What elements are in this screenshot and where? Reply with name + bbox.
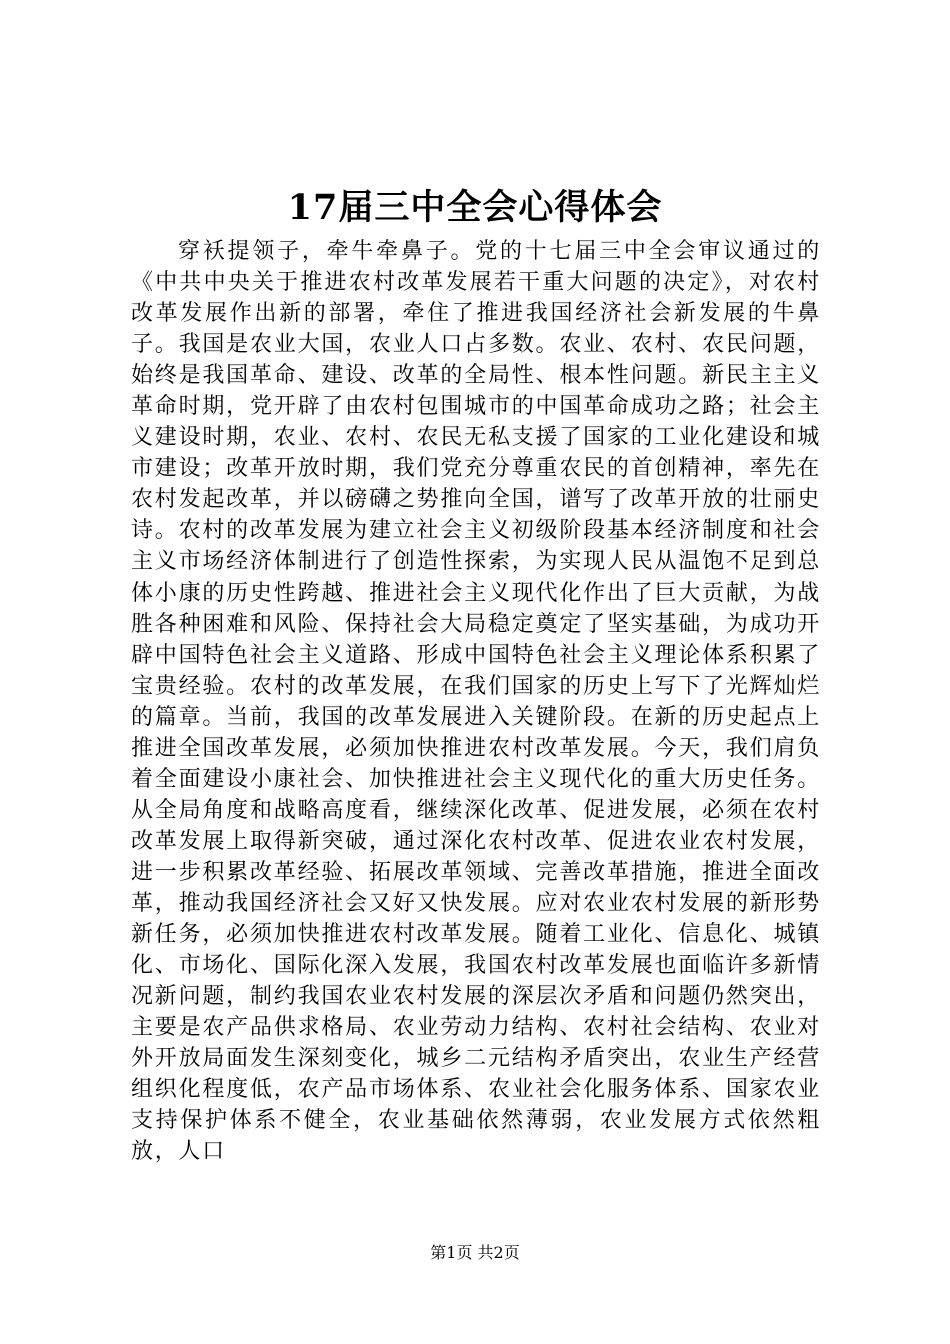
page-number-footer: 第1页 共2页 — [430, 1243, 520, 1262]
body-paragraph: 穿袄提领子，牵牛牵鼻子。党的十七届三中全会审议通过的《中共中央关于推进农村改革发展若干重大问题的决定》，对农村改革发展作出新的部署，牵住了推进我国经济社会新发展的牛鼻子。我国是农业大国，农业人口占多数。农业、农村、农民问题，始终是我国革命、建设、改革的全局性、根本性问题。新民主主义革命时期，党开辟了由农村包围城市的中国革命成功之路；社会主义建设时期，农业、农村、农民无私支援了国家的工业化建设和城市建设；改革开放时期，我们党充分尊重农民的首创精神，率先在农村发起改革，并以磅礴之势推向全国，谱写了改革开放的壮丽史诗。农村的改革发展为建立社会主义初级阶段基本经济制度和社会主义市场经济体制进行了创造性探索，为实现人民从温饱不足到总体小康的历史性跨越、推进社会主义现代化作出了巨大贡献，为战胜各种困难和风险、保持社会大局稳定奠定了坚实基础，为成功开辟中国特色社会主义道路、形成中国特色社会主义理论体系积累了宝贵经验。农村的改革发展，在我们国家的历史上写下了光辉灿烂的篇章。当前，我国的改革发展进入关键阶段。在新的历史起点上推进全国改革发展，必须加快推进农村改革发展。今天，我们肩负着全面建设小康社会、加快推进社会主义现代化的重大历史任务。从全局角度和战略高度看，继续深化改革、促进发展，必须在农村改革发展上取得新突破，通过深化农村改革、促进农业农村发展，进一步积累改革经验、拓展改革领域、完善改革措施，推进全面改革，推动我国经济社会又好又快发展。应对农业农村发展的新形势新任务，必须加快推进农村改革发展。随着工业化、信息化、城镇化、市场化、国际化深入发展，我国农村改革发展也面临许多新情况新问题，制约我国农业农村发展的深层次矛盾和问题仍然突出，主要是农产品供求格局、农业劳动力结构、农村社会结构、农业对外开放局面发生深刻变化，城乡二元结构矛盾突出，农业生产经营组织化程度低，农产品市场体系、农业社会化服务体系、国家农业支持保护体系不健全，农业基础依然薄弱，农业发展方式依然粗放，人口 — [131, 239, 821, 1165]
document-title: 17届三中全会心得体会 — [287, 187, 663, 228]
